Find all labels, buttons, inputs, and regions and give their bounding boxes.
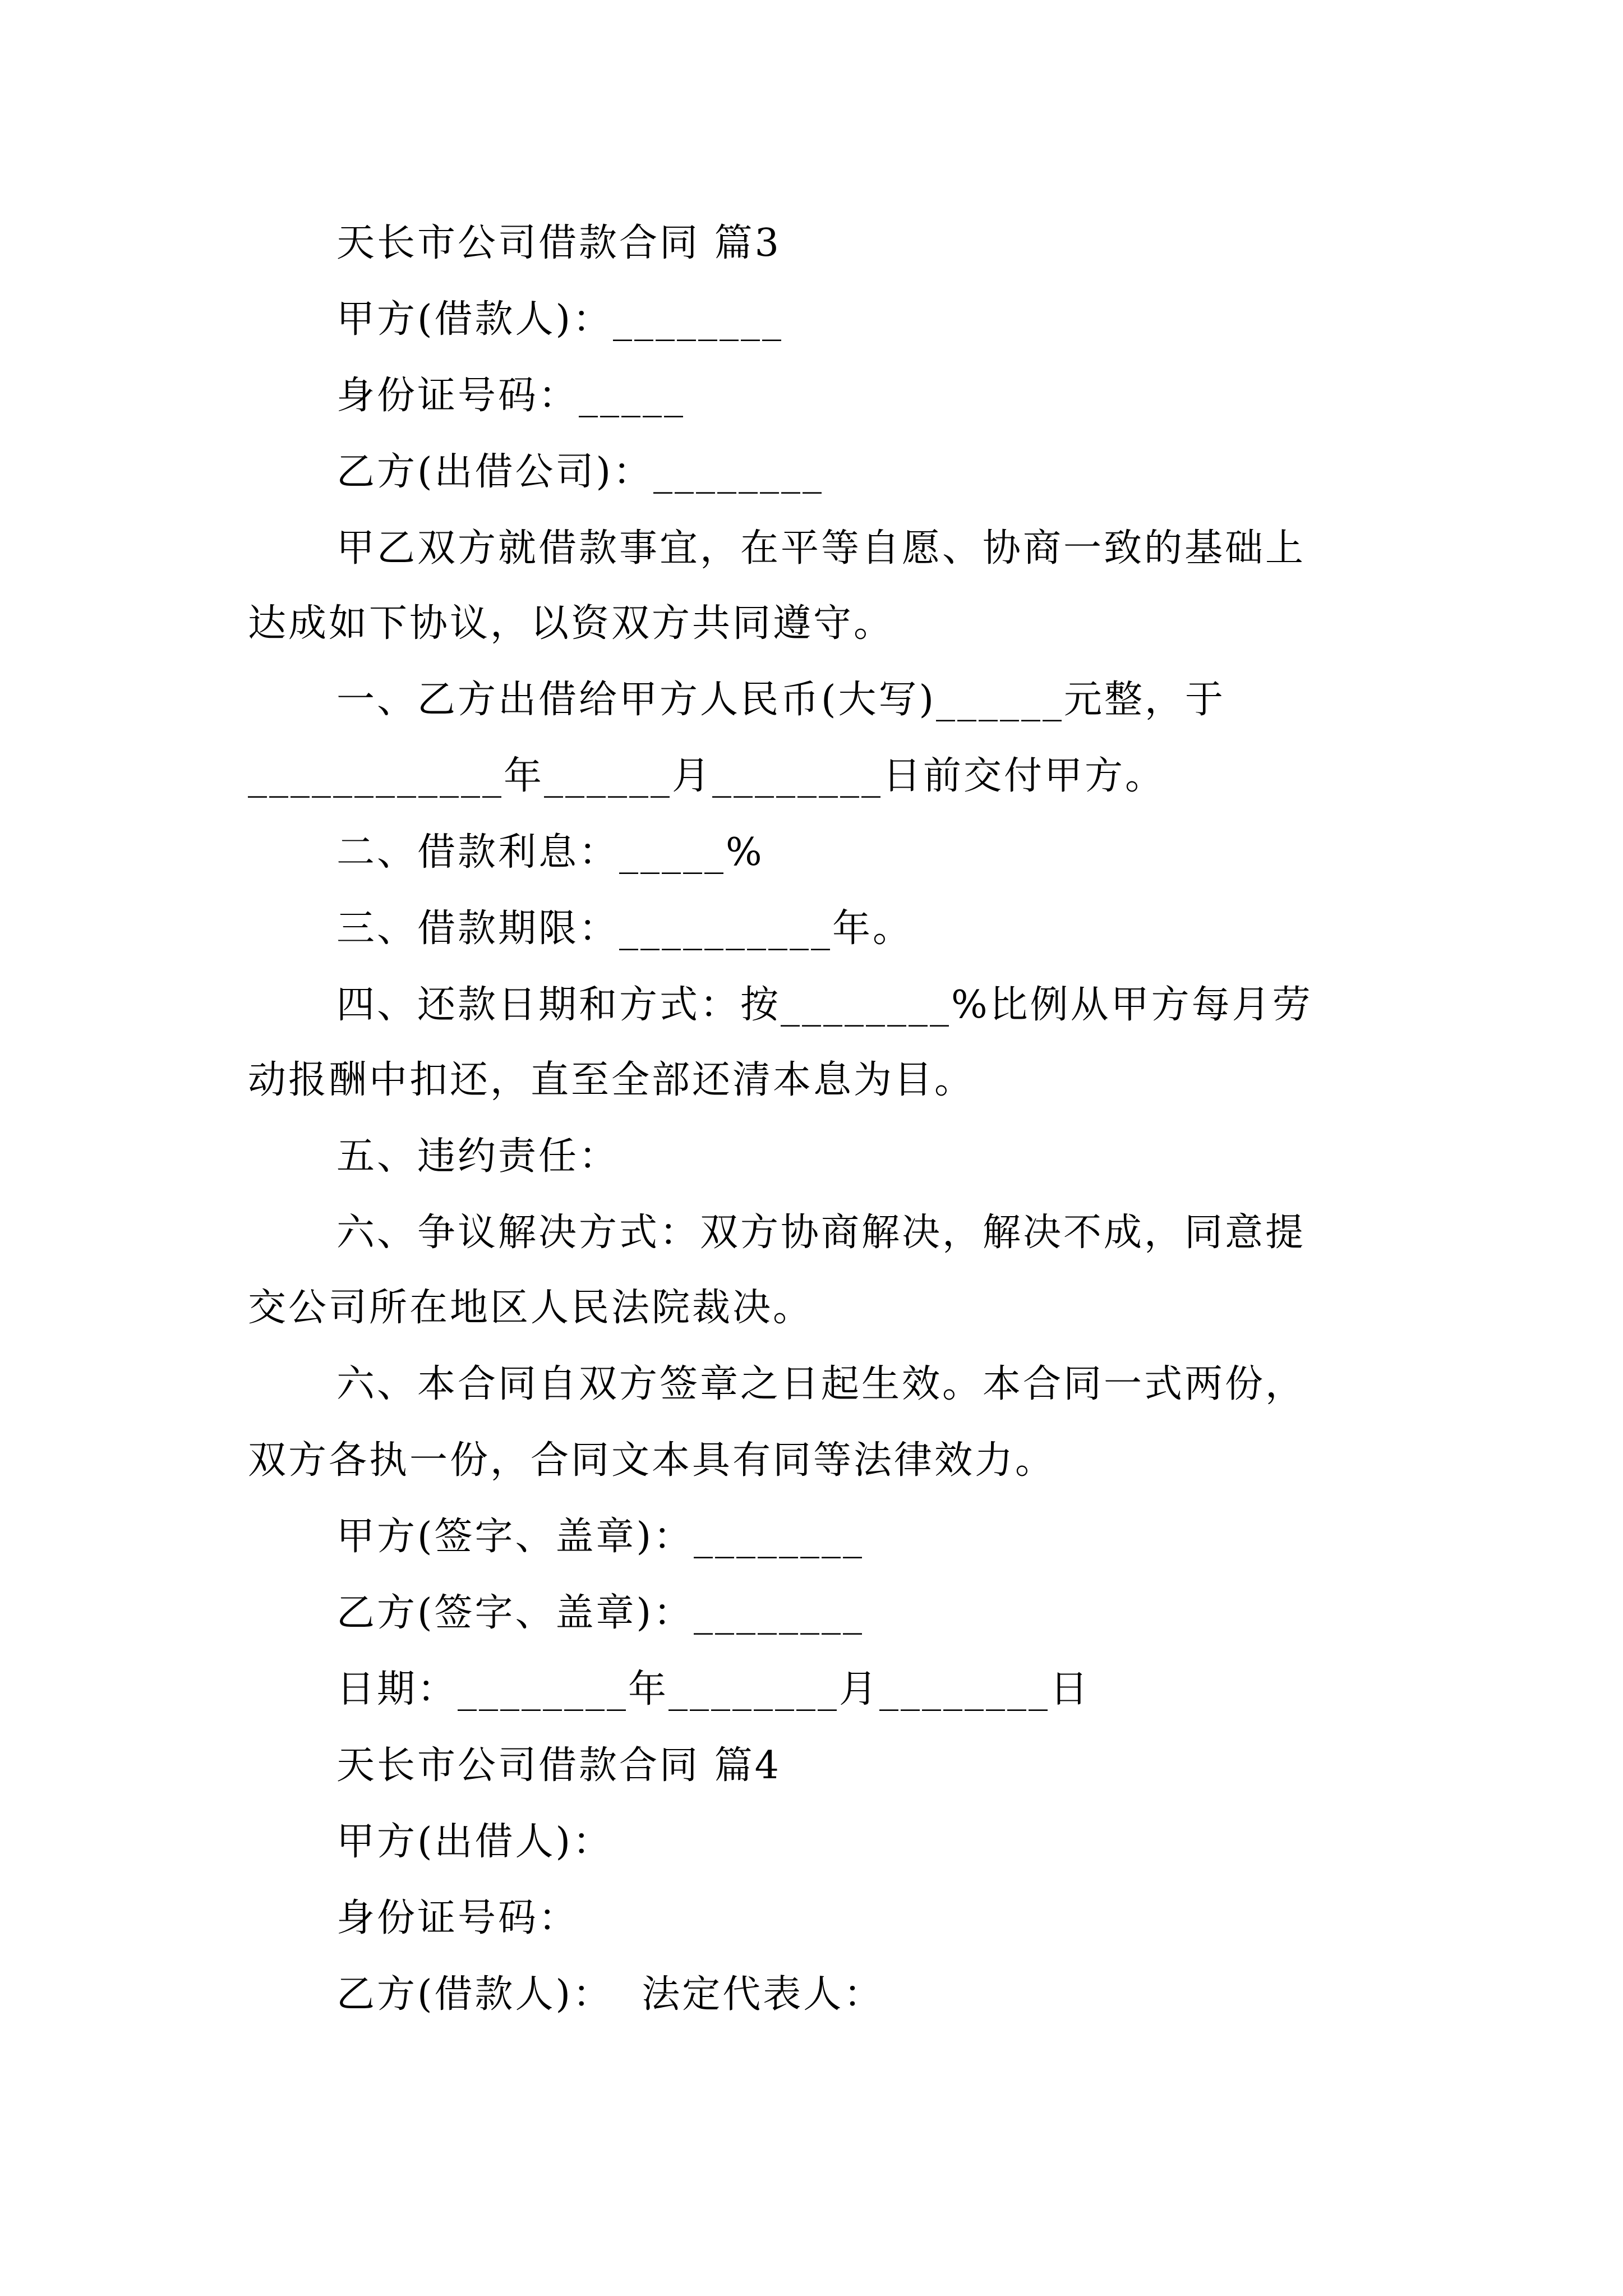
date-line: 日期：________年________月________日 xyxy=(336,1667,1091,1711)
paragraph-intro-line-2: 达成如下协议，以资双方共同遵守。 xyxy=(248,601,895,646)
party-b-lender-company: 乙方(出借公司)：________ xyxy=(336,450,824,494)
id-number-line-2: 身份证号码： xyxy=(336,1896,579,1940)
clause-7-line-2: 双方各执一份，合同文本具有同等法律效力。 xyxy=(248,1438,1056,1483)
clause-1-line-2: ____________年______月________日前交付甲方。 xyxy=(248,754,1166,798)
section-heading-4: 天长市公司借款合同 篇4 xyxy=(336,1743,781,1788)
clause-7-line-1: 六、本合同自双方签章之日起生效。本合同一式两份， xyxy=(336,1362,1306,1406)
clause-6-line-2: 交公司所在地区人民法院裁决。 xyxy=(248,1286,814,1330)
clause-2-interest: 二、借款利息：_____% xyxy=(336,830,764,875)
party-b-borrower-representative: 乙方(借款人)： 法定代表人： xyxy=(336,1972,884,2017)
clause-4-line-1: 四、还款日期和方式：按________%比例从甲方每月劳 xyxy=(336,983,1313,1027)
party-a-borrower: 甲方(借款人)：________ xyxy=(336,297,784,342)
id-number-line: 身份证号码：_____ xyxy=(336,374,686,418)
clause-5-liability: 五、违约责任： xyxy=(336,1134,620,1179)
clause-4-line-2: 动报酬中扣还，直至全部还清本息为目。 xyxy=(248,1058,975,1102)
party-a-lender: 甲方(出借人)： xyxy=(336,1820,614,1864)
signature-party-b: 乙方(签字、盖章)：________ xyxy=(336,1591,865,1635)
section-heading-3: 天长市公司借款合同 篇3 xyxy=(336,221,781,265)
clause-1-line-1: 一、乙方出借给甲方人民币(大写)______元整，于 xyxy=(336,678,1226,722)
paragraph-intro-line-1: 甲乙双方就借款事宜，在平等自愿、协商一致的基础上 xyxy=(336,526,1306,570)
clause-6-line-1: 六、争议解决方式：双方协商解决，解决不成，同意提 xyxy=(336,1211,1306,1255)
clause-3-term: 三、借款期限：__________年。 xyxy=(336,907,914,951)
signature-party-a: 甲方(签字、盖章)：________ xyxy=(336,1515,865,1559)
